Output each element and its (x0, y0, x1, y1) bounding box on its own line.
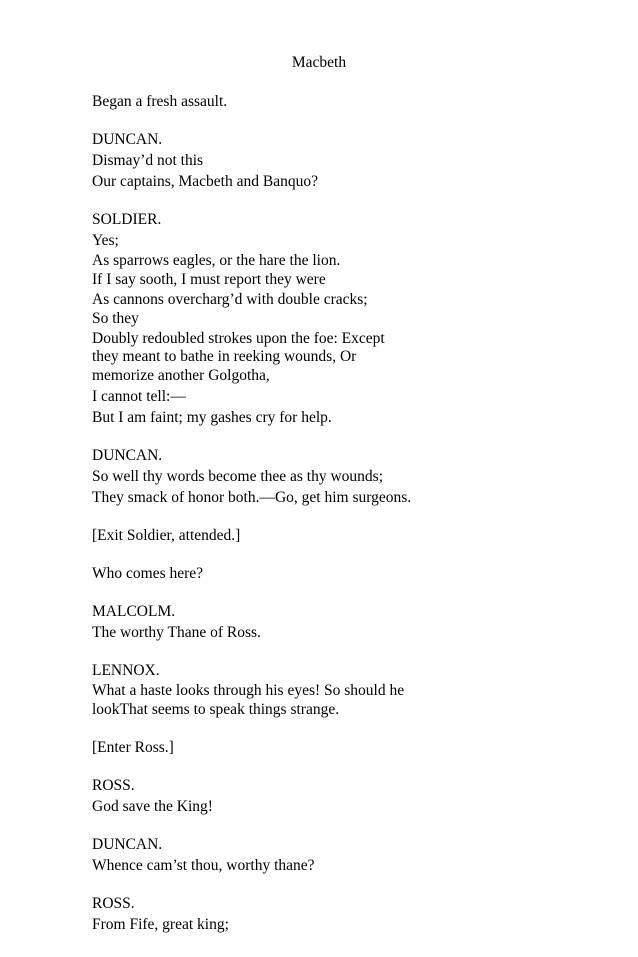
speech-line: If I say sooth, I must report they were (92, 271, 326, 288)
speaker-name: DUNCAN. (92, 131, 163, 148)
speaker-name: MALCOLM. (92, 603, 176, 620)
speech-line: What a haste looks through his eyes! So should he (92, 682, 405, 699)
speech-line: I cannot tell:— (92, 388, 186, 405)
speech-block (92, 445, 552, 509)
speech-line: They smack of honor both.—Go, get him surgeons. (92, 489, 412, 506)
speaker-name: DUNCAN. (92, 836, 163, 853)
speech-line: God save the King! (92, 798, 213, 815)
speech-block (92, 775, 552, 818)
speech-line: From Fife, great king; (92, 916, 229, 933)
speech-line: So they (92, 310, 139, 327)
text-block (92, 91, 552, 113)
play-text (92, 91, 552, 952)
text-block (92, 563, 552, 585)
stage-direction-text: [Exit Soldier, attended.] (92, 527, 241, 544)
speech-line: Yes; (92, 232, 119, 249)
speech-block (92, 601, 552, 644)
speech-line: Our captains, Macbeth and Banquo? (92, 173, 318, 190)
speech-line: memorize another Golgotha, (92, 367, 270, 384)
text-line: Began a fresh assault. (92, 93, 228, 110)
page-header-title: Macbeth (291, 54, 347, 71)
speaker-name: ROSS. (92, 895, 135, 912)
text-line: Who comes here? (92, 565, 204, 582)
speech-line: As sparrows eagles, or the hare the lion. (92, 252, 341, 269)
speech-line: lookThat seems to speak things strange. (92, 701, 340, 718)
speaker-name: ROSS. (92, 777, 135, 794)
speech-block (92, 209, 552, 429)
speech-line: But I am faint; my gashes cry for help. (92, 409, 332, 426)
speech-line: The worthy Thane of Ross. (92, 624, 261, 641)
speech-block (92, 129, 552, 193)
stage-direction (92, 737, 552, 759)
speech-block (92, 834, 552, 877)
speech-line: Dismay’d not this (92, 152, 204, 169)
speech-line: So well thy words become thee as thy wounds; (92, 468, 384, 485)
speech-line: they meant to bathe in reeking wounds, Or (92, 348, 357, 365)
speech-block (92, 660, 552, 721)
speech-line: As cannons overcharg’d with double cracks; (92, 291, 368, 308)
speaker-name: SOLDIER. (92, 211, 162, 228)
speech-line: Whence cam’st thou, worthy thane? (92, 857, 315, 874)
stage-direction-text: [Enter Ross.] (92, 739, 174, 756)
stage-direction (92, 525, 552, 547)
speaker-name: LENNOX. (92, 662, 160, 679)
speech-line: Doubly redoubled strokes upon the foe: Except (92, 330, 385, 347)
speaker-name: DUNCAN. (92, 447, 163, 464)
speech-block (92, 893, 552, 936)
